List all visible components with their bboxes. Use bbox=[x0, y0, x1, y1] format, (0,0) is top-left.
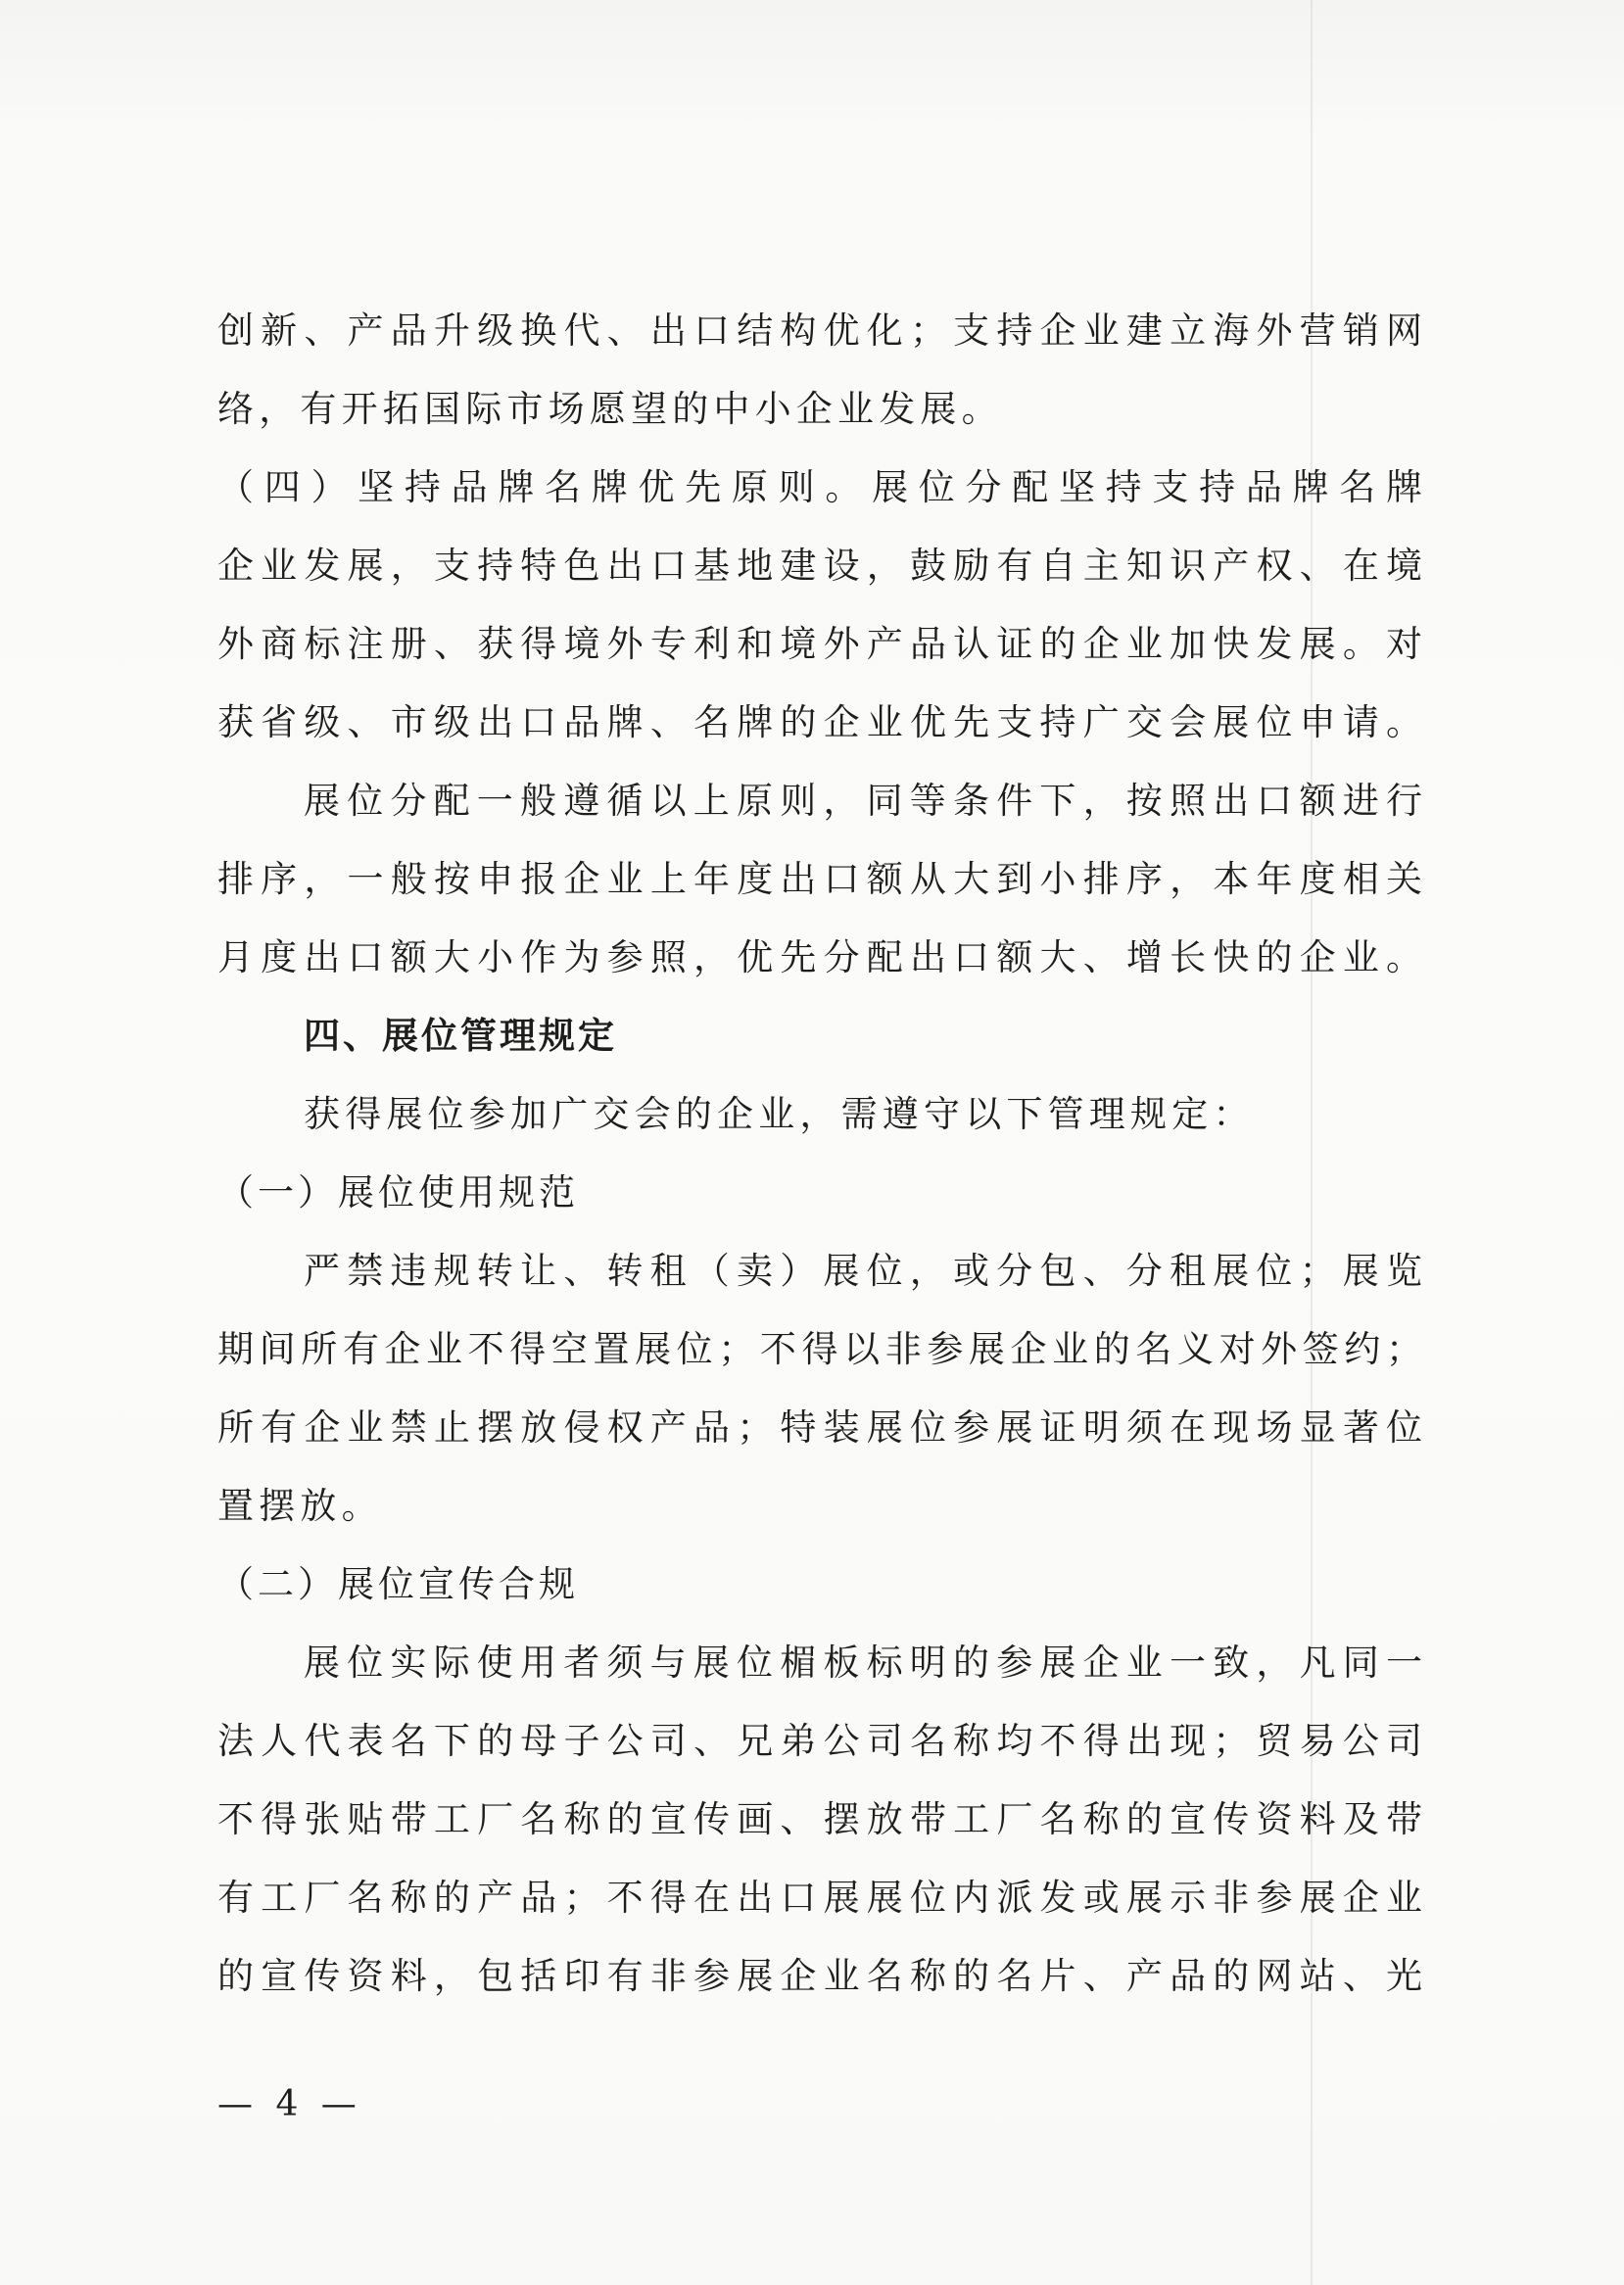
body-line: 有工厂名称的产品；不得在出口展展位内派发或展示非参展企业 bbox=[217, 1877, 1422, 1919]
body-line: 不得张贴带工厂名称的宣传画、摆放带工厂名称的宣传资料及带 bbox=[217, 1798, 1422, 1840]
subsection-heading: （一）展位使用规范 bbox=[217, 1171, 579, 1214]
body-line: 获省级、市级出口品牌、名牌的企业优先支持广交会展位申请。 bbox=[217, 701, 1422, 743]
body-line: 获得展位参加广交会的企业，需遵守以下管理规定： bbox=[304, 1093, 1255, 1135]
body-line: 排序，一般按申报企业上年度出口额从大到小排序，本年度相关 bbox=[217, 858, 1422, 900]
body-line: 月度出口额大小作为参照，优先分配出口额大、增长快的企业。 bbox=[217, 936, 1422, 978]
document-body bbox=[217, 292, 1422, 2016]
body-line: 严禁违规转让、转租（卖）展位，或分包、分租展位；展览 bbox=[304, 1250, 1422, 1292]
body-line: 所有企业禁止摆放侵权产品；特装展位参展证明须在现场显著位 bbox=[217, 1406, 1422, 1449]
subsection-heading: （二）展位宣传合规 bbox=[217, 1563, 579, 1605]
body-line: 创新、产品升级换代、出口结构优化；支持企业建立海外营销网 bbox=[217, 309, 1422, 352]
body-line: 展位分配一般遵循以上原则，同等条件下，按照出口额进行 bbox=[304, 780, 1422, 822]
body-line: 外商标注册、获得境外专利和境外产品认证的企业加快发展。对 bbox=[217, 623, 1422, 665]
body-line: 企业发展，支持特色出口基地建设，鼓励有自主知识产权、在境 bbox=[217, 545, 1422, 587]
body-line: 法人代表名下的母子公司、兄弟公司名称均不得出现；贸易公司 bbox=[217, 1720, 1422, 1762]
page-number: — 4 — bbox=[217, 2084, 362, 2124]
section-heading: 四、展位管理规定 bbox=[304, 1015, 617, 1057]
body-line: 置摆放。 bbox=[217, 1485, 383, 1527]
body-line: （四）坚持品牌名牌优先原则。展位分配坚持支持品牌名牌 bbox=[217, 466, 1422, 508]
body-line: 展位实际使用者须与展位楣板标明的参展企业一致，凡同一 bbox=[304, 1642, 1422, 1684]
body-line: 的宣传资料，包括印有非参展企业名称的名片、产品的网站、光 bbox=[217, 1955, 1422, 1997]
body-line: 期间所有企业不得空置展位；不得以非参展企业的名义对外签约； bbox=[217, 1328, 1422, 1370]
body-line: 络，有开拓国际市场愿望的中小企业发展。 bbox=[217, 388, 1003, 430]
